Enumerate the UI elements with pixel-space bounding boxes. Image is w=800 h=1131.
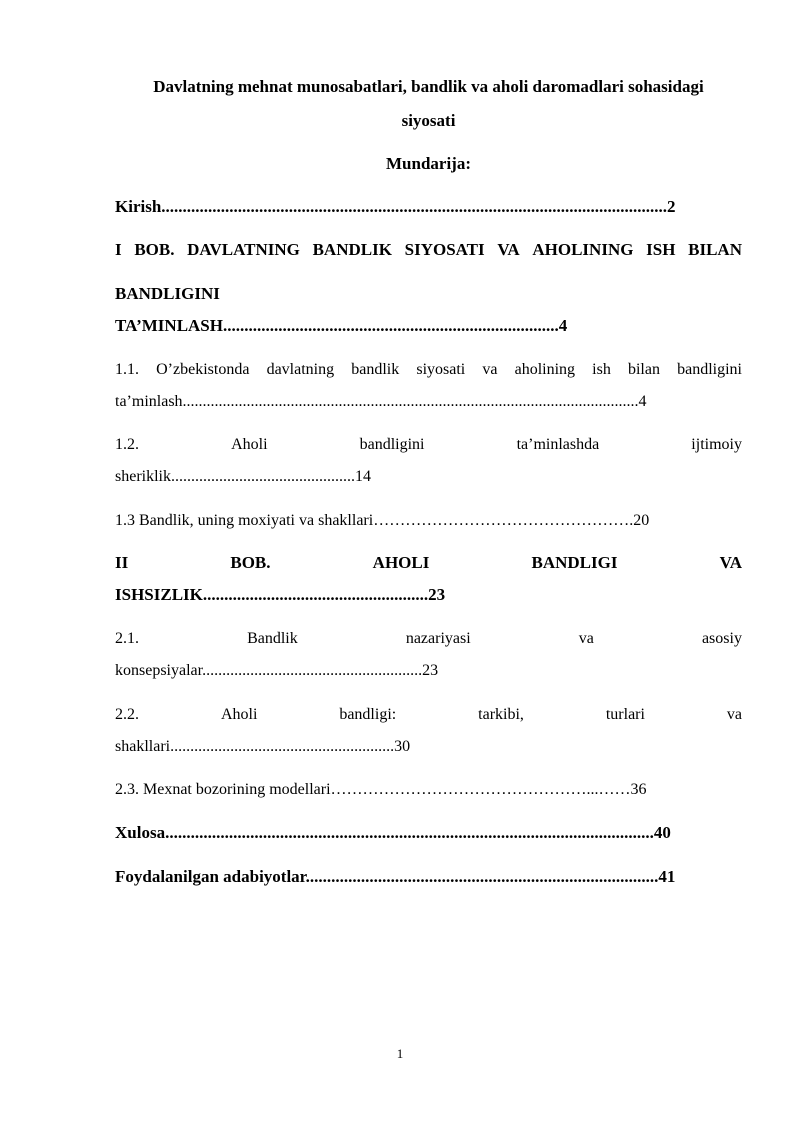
toc-word: BILAN bbox=[688, 240, 742, 259]
toc-word: bilan bbox=[627, 361, 660, 378]
toc-word: BANDLIGI bbox=[531, 553, 618, 572]
toc-word: bandligi: bbox=[339, 706, 397, 723]
toc-word: davlatning bbox=[266, 361, 335, 378]
toc-word: DAVLATNING bbox=[187, 240, 300, 259]
toc-word: ISH bbox=[646, 240, 676, 259]
toc-word: bandligini bbox=[677, 361, 742, 378]
toc-entry-2-2-line-1 bbox=[115, 704, 742, 726]
document-title-line-1: Davlatning mehnat munosabatlari, bandlik va aholi daromadlari sohasidagi bbox=[153, 77, 704, 96]
document-page bbox=[115, 0, 742, 1131]
toc-word: 2.2. bbox=[115, 706, 139, 723]
toc-word: va bbox=[578, 630, 594, 647]
toc-word: ish bbox=[592, 361, 611, 378]
toc-word: 1.1. bbox=[115, 361, 139, 378]
toc-word: AHOLI bbox=[372, 553, 430, 572]
toc-heading: Mundarija: bbox=[386, 154, 471, 173]
toc-entry-chapter-1-line-2: BANDLIGINI bbox=[115, 284, 220, 303]
toc-word: ta’minlashda bbox=[516, 436, 600, 453]
toc-word: tarkibi, bbox=[478, 706, 524, 723]
toc-entry-chapter-1-line-3: TA’MINLASH...............................................................................4 bbox=[115, 316, 568, 335]
toc-entry-2-2-line-2: shakllari........................................................30 bbox=[115, 738, 411, 755]
toc-word: O’zbekistonda bbox=[156, 361, 250, 378]
toc-word: BOB. bbox=[230, 553, 271, 572]
toc-entry-1-1-line-1 bbox=[115, 359, 742, 381]
toc-word: va bbox=[726, 706, 742, 723]
toc-entry-2-3: 2.3. Mexnat bozorining modellari…………………………………………...……36 bbox=[115, 781, 647, 798]
toc-word: siyosati bbox=[416, 361, 466, 378]
toc-entry-2-1-line-2: konsepsiyalar.......................................................23 bbox=[115, 662, 439, 679]
toc-word: BANDLIK bbox=[312, 240, 392, 259]
toc-word: AHOLINING bbox=[532, 240, 634, 259]
toc-word: 2.1. bbox=[115, 630, 139, 647]
toc-word: bandlik bbox=[351, 361, 400, 378]
toc-entry-xulosa: Xulosa...................................................................................................................40 bbox=[115, 823, 671, 842]
toc-word: BOB. bbox=[134, 240, 175, 259]
toc-word: aholining bbox=[514, 361, 576, 378]
toc-entry-adabiyotlar: Foydalanilgan adabiyotlar...................................................................................41 bbox=[115, 867, 676, 886]
toc-word: nazariyasi bbox=[405, 630, 471, 647]
toc-word: 1.2. bbox=[115, 436, 139, 453]
toc-word: Aholi bbox=[220, 706, 258, 723]
toc-word: bandligini bbox=[359, 436, 425, 453]
toc-word: va bbox=[482, 361, 498, 378]
toc-entry-1-2-line-2: sheriklik..............................................14 bbox=[115, 468, 371, 485]
toc-word: Aholi bbox=[231, 436, 268, 453]
toc-entry-chapter-1-line-1 bbox=[115, 239, 742, 261]
toc-entry-1-2-line-1 bbox=[115, 434, 742, 456]
toc-word: II bbox=[115, 553, 129, 572]
toc-word: Bandlik bbox=[247, 630, 298, 647]
toc-word: asosiy bbox=[701, 630, 742, 647]
document-title-line-2: siyosati bbox=[401, 111, 456, 130]
toc-entry-chapter-2-line-2: ISHSIZLIK.....................................................23 bbox=[115, 585, 446, 604]
toc-word: I bbox=[115, 240, 122, 259]
toc-entry-chapter-2-line-1 bbox=[115, 552, 742, 574]
toc-entry-1-1-line-2: ta’minlash..................................................................................................................4 bbox=[115, 393, 647, 410]
toc-word: VA bbox=[719, 553, 742, 572]
page-number: 1 bbox=[396, 1046, 404, 1061]
toc-entry-kirish: Kirish.......................................................................................................................2 bbox=[115, 197, 676, 216]
toc-word: turlari bbox=[605, 706, 645, 723]
toc-word: SIYOSATI bbox=[404, 240, 485, 259]
toc-word: ijtimoiy bbox=[691, 436, 742, 453]
toc-entry-2-1-line-1 bbox=[115, 628, 742, 650]
toc-word: VA bbox=[497, 240, 520, 259]
toc-entry-1-3: 1.3 Bandlik, uning moxiyati va shakllari………………………………………….20 bbox=[115, 512, 650, 529]
